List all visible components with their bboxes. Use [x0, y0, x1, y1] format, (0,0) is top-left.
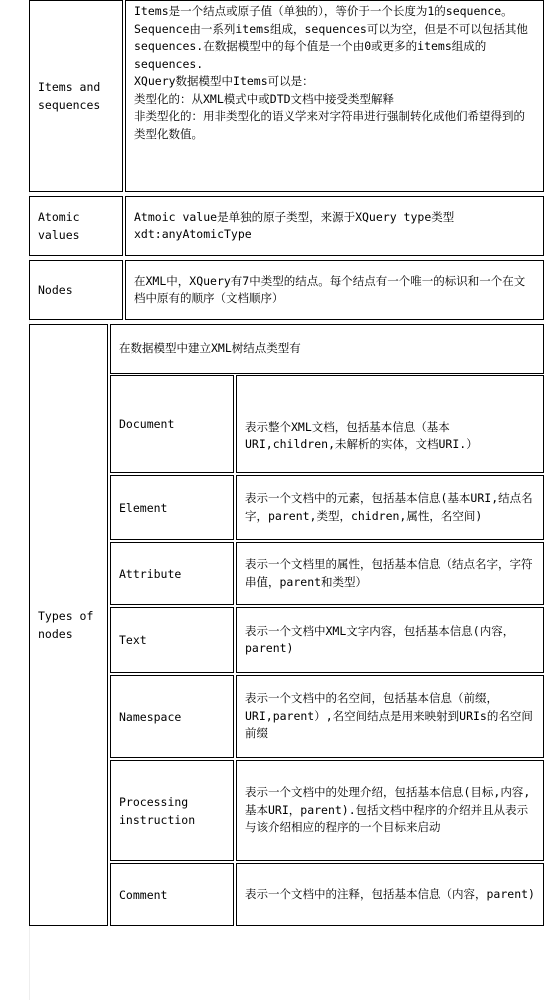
subtype-desc-processing-instruction [236, 760, 544, 861]
subtype-desc-attribute [236, 542, 544, 605]
atomic-line-2: xdt:anyAtomicType [134, 227, 252, 241]
subtype-desc-text [236, 607, 544, 673]
subtype-desc-comment [236, 863, 544, 926]
comment-desc-text: 表示一个文档中的注释，包括基本信息（内容，parent) [245, 886, 535, 901]
attribute-desc-text: 表示一个文档里的属性，包括基本信息（结点名字，字符串值，parent和类型） [245, 557, 533, 589]
namespace-desc-text: 表示一个文档中的名空间，包括基本信息（前缀，URI,parent）,名空间结点是用来映射到URIs的名空间前缀 [245, 691, 533, 741]
types-intro [110, 324, 544, 374]
row-label-types: Types of nodes [29, 324, 108, 926]
atomic-line-1: Atmoic value是单独的原子类型，来源于XQuery type类型 [134, 209, 455, 224]
row-content-items [125, 0, 544, 192]
types-intro-text: 在数据模型中建立XML树结点类型有 [119, 341, 301, 356]
processing-instruction-desc-text: 表示一个文档中的处理介绍，包括基本信息(目标,内容,基本URI，parent).包括文档中程序的介绍并且从表示与该介绍相应的程序的一个目标来启动 [245, 785, 531, 835]
subtype-name-comment: Comment [110, 863, 234, 926]
row-content-atomic [125, 196, 544, 256]
nodes-text: 在XML中，XQuery有7中类型的结点。每个结点有一个唯一的标识和一个在文档中原有的顺序（文档顺序） [134, 273, 526, 305]
element-desc-text: 表示一个文档中的元素，包括基本信息(基本URI,结点名字，parent,类型，chidren,属性，名空间) [245, 491, 533, 523]
items-line-4: 类型化的：从XML模式中或DTD文档中接受类型解释 [134, 91, 395, 106]
subtype-desc-element [236, 475, 544, 540]
row-label-nodes: Nodes [29, 260, 123, 320]
subtype-name-document: Document [110, 375, 234, 473]
row-label-atomic: Atomic values [29, 196, 123, 256]
text-desc-text: 表示一个文档中XML文字内容，包括基本信息(内容，parent) [245, 623, 515, 655]
items-line-2: Sequence由一系列items组成，sequences可以为空，但是不可以包括其他sequences.在数据模型中的每个值是一个由0或更多的items组成的sequences. [134, 21, 528, 71]
row-label-items: Items and sequences [29, 0, 123, 192]
subtype-name-attribute: Attribute [110, 542, 234, 605]
subtype-name-namespace: Namespace [110, 675, 234, 758]
document-desc-text: 表示整个XML文档，包括基本信息（基本URI,children,未解析的实体，文档URI.） [245, 419, 478, 451]
items-line-1: Items是一个结点或原子值（单独的），等价于一个长度为1的sequence。 [134, 4, 513, 18]
items-line-5: 非类型化的：用非类型化的语义学来对字符串进行强制转化成他们希望得到的类型化数值。 [134, 109, 525, 141]
subtype-desc-namespace [236, 675, 544, 758]
subtype-desc-document [236, 375, 544, 473]
subtype-name-text: Text [110, 607, 234, 673]
row-content-nodes [125, 260, 544, 320]
subtype-name-element: Element [110, 475, 234, 540]
subtype-name-processing-instruction: Processing instruction [110, 760, 234, 861]
items-line-3: XQuery数据模型中Items可以是： [134, 74, 314, 88]
